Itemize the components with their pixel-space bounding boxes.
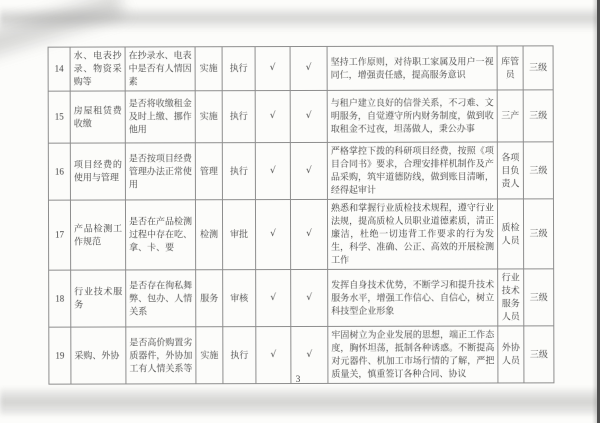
check-mark: √ <box>256 270 291 327</box>
scan-shadow-bottom <box>0 388 600 415</box>
table-row <box>48 90 553 143</box>
measure-cell: 坚持工作原则，对待职工家属及用户一视同仁，增强责任感，提高服务意识 <box>327 46 497 90</box>
responsible-cell: 三产 <box>497 90 523 142</box>
level-cell: 三级 <box>524 326 554 383</box>
risk-desc-cell: 是否在产品检测过程中存在吃、拿、卡、要 <box>125 200 195 270</box>
check-mark: √ <box>256 327 291 384</box>
table-row <box>48 199 553 270</box>
measure-cell: 严格掌控下拨的科研项目经费，按照《项目合同书》要求，合理安排样机制作及产品采购，筑牢道德防线，做到账目清晰，经得起审计 <box>327 142 497 199</box>
risk-desc-cell: 是否将收缴租金及时上缴、挪作他用 <box>125 91 195 143</box>
responsible-cell: 库管员 <box>497 46 523 90</box>
row-number: 16 <box>48 143 70 200</box>
level-cell: 三级 <box>523 142 553 199</box>
level-cell: 三级 <box>523 46 553 90</box>
responsible-cell: 行业技术服务人员 <box>498 269 524 326</box>
stage-cell: 实施 <box>195 47 222 91</box>
responsible-cell: 质检人员 <box>497 199 523 269</box>
approval-cell: 审批 <box>222 200 255 270</box>
table-row <box>48 142 553 200</box>
row-number: 17 <box>48 200 70 270</box>
approval-cell: 审核 <box>223 270 256 327</box>
check-mark: √ <box>291 269 328 326</box>
table-row <box>48 46 553 91</box>
risk-desc-cell: 是否高价购置劣质器件，外协加工有人情关系等 <box>126 327 196 384</box>
responsible-cell: 外协人员 <box>498 326 524 383</box>
check-mark: √ <box>255 143 290 200</box>
check-mark: √ <box>290 142 327 199</box>
risk-point-cell: 项目经费的使用与管理 <box>70 143 125 200</box>
risk-point-cell: 房屋租赁费收缴 <box>70 91 125 143</box>
row-number: 18 <box>49 270 71 327</box>
level-cell: 三级 <box>523 90 553 142</box>
measure-cell: 牢固树立为企业发展的思想，端正工作态度，胸怀坦荡，抵制各种诱惑。不断提高对元器件、机加工市场行情的了解，严把质量关，慎重签订各种合同、协议 <box>328 326 498 383</box>
risk-desc-cell: 是否按项目经费管理办法正常使用 <box>125 143 195 200</box>
risk-desc-cell: 是否存在徇私舞弊、包办、人情关系 <box>126 270 196 327</box>
check-mark: √ <box>255 200 290 270</box>
page-number: 3 <box>295 375 301 385</box>
stage-cell: 检测 <box>195 200 222 270</box>
check-mark: √ <box>290 46 327 90</box>
stage-cell: 服务 <box>196 270 223 327</box>
row-number: 15 <box>48 91 70 143</box>
measure-cell: 熟悉和掌握行业质检技术规程，遵守行业法规，提高质检人员职业道德素质，清正廉洁，杜绝一切违背工作要求的行为发生，科学、准确、公正、高效的开展检测工作 <box>327 199 497 269</box>
row-number: 14 <box>48 47 70 91</box>
table-row <box>49 269 554 327</box>
check-mark: √ <box>255 47 290 91</box>
approval-cell: 执行 <box>222 47 255 91</box>
responsible-cell: 各项目负责人 <box>497 142 523 199</box>
check-mark: √ <box>290 90 327 142</box>
approval-cell: 执行 <box>222 143 255 200</box>
check-mark: √ <box>290 199 327 269</box>
risk-control-table <box>48 45 555 384</box>
measure-cell: 发挥自身技术优势，不断学习和提升技术服务水平，增强工作信心、自信心，树立科技型企业形象 <box>328 269 498 326</box>
stage-cell: 管理 <box>195 143 222 200</box>
risk-point-cell: 行业技术服务 <box>71 270 126 327</box>
risk-point-cell: 水、电表抄录、物资采购等 <box>70 47 125 91</box>
risk-point-cell: 采购、外协 <box>71 327 126 384</box>
check-mark: √ <box>291 326 328 383</box>
check-mark: √ <box>255 91 290 143</box>
approval-cell: 执行 <box>223 327 256 384</box>
risk-desc-cell: 在抄录水、电表中是否有人情因素 <box>125 47 195 91</box>
level-cell: 三级 <box>523 199 553 269</box>
level-cell: 三级 <box>524 269 554 326</box>
row-number: 19 <box>49 327 71 384</box>
approval-cell: 执行 <box>222 91 255 143</box>
stage-cell: 实施 <box>196 327 223 384</box>
stage-cell: 实施 <box>195 91 222 143</box>
measure-cell: 与租户建立良好的信誉关系，不刁难、文明服务，自觉遵守所内财务制度，做到收取租金不过夜，坦荡做人，秉公办事 <box>327 90 497 142</box>
risk-point-cell: 产品检测工作规范 <box>70 200 125 270</box>
